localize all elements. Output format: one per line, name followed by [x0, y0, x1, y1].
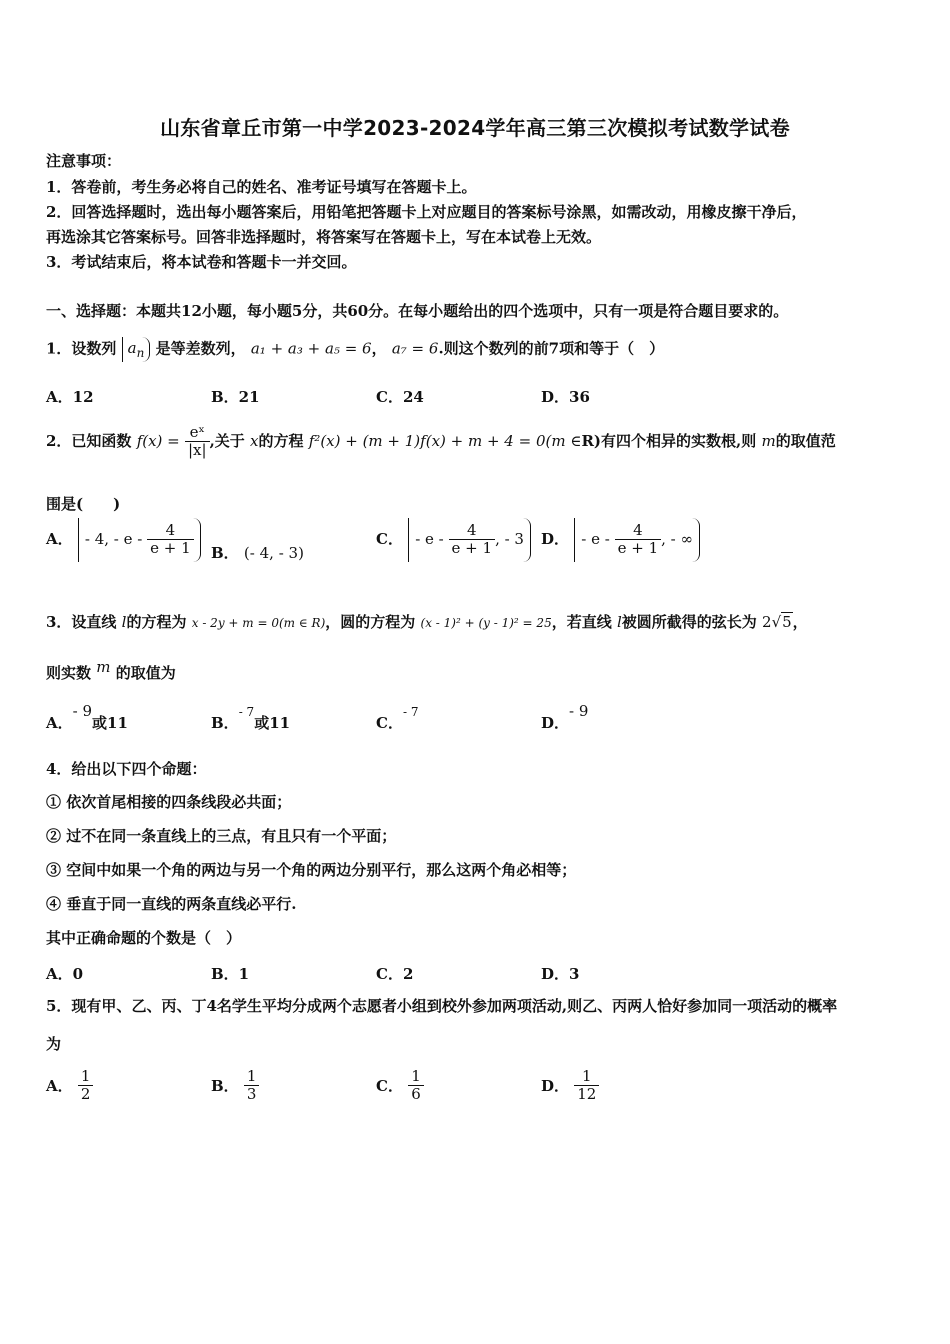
q2-prefix: 2．已知函数	[46, 431, 132, 450]
q1-option-a: A．12	[46, 388, 94, 406]
notice-item: 1．答卷前，考生务必将自己的姓名、准考证号填写在答题卡上。	[46, 178, 477, 196]
question-1-stem	[46, 337, 664, 362]
q2-text-2: 的方程	[258, 431, 304, 450]
q3-chord-length: 2√5	[762, 613, 792, 631]
q5-option-d: D． $\frac{1}{12}$	[541, 1068, 599, 1104]
notice-heading: 注意事项：	[46, 152, 122, 170]
exam-title: 山东省章丘市第一中学2023-2024学年高三第三次模拟考试数学试卷	[160, 116, 790, 140]
q2-function-lhs: f(x) =	[136, 431, 180, 450]
q2-option-a-fraction: $\frac{4}{e + 1}$	[147, 522, 194, 558]
q2-option-b	[211, 542, 304, 563]
q5-option-b-fraction: $\frac{1}{3}$	[244, 1068, 260, 1104]
notice-item: 3．考试结束后，将本试卷和答题卡一并交回。	[46, 253, 357, 271]
q3-option-d: D．- 9	[541, 702, 589, 732]
q3-line-equation: x - 2y + m = 0(m ∈ R)	[191, 616, 326, 630]
q1-option-b: B．21	[211, 388, 260, 406]
q1-option-c: C．24	[376, 388, 424, 406]
q1-suffix: .则这个数列的前7项和等于（ ）	[438, 339, 665, 358]
question-5-stem: 5．现有甲、乙、丙、丁4名学生平均分成两个志愿者小组到校外参加两项活动,则乙、丙两人恰好参加同一项活动的概率	[46, 997, 838, 1015]
q2-function-fraction: $\frac{\text{eˣ}}{|x|}$	[185, 424, 210, 460]
q3-circle-equation: (x - 1)² + (y - 1)² = 25	[420, 616, 552, 630]
q2-option-b-label: B．	[211, 544, 239, 562]
q2-option-a	[46, 518, 201, 562]
q4-question: 其中正确命题的个数是（ ）	[46, 929, 242, 947]
q2-option-d-label: D．	[541, 529, 570, 548]
q1-sequence: $a_n$	[122, 337, 151, 362]
q2-option-a-label: A．	[46, 529, 73, 548]
q3-line2-post: 的取值为	[115, 664, 176, 682]
q3-line-symbol: l	[616, 613, 622, 631]
q3-line2-pre: 则实数	[46, 664, 92, 682]
q2-option-b-interval: (- 4, - 3)	[243, 544, 304, 562]
notice-item: 2．回答选择题时，选出每小题答案后，用铅笔把答题卡上对应题目的答案标号涂黑，如需改动，用橡皮擦干净后，	[46, 203, 807, 221]
q1-condition-2: a₇ = 6	[391, 339, 439, 358]
q4-option-d: D．3	[541, 965, 580, 983]
q1-mid: 是等差数列，	[155, 339, 246, 358]
q2-option-c	[376, 518, 531, 562]
q5-option-c-fraction: $\frac{1}{6}$	[408, 1068, 424, 1104]
q4-option-a: A．0	[46, 965, 84, 983]
q3-stem-line-2	[46, 658, 176, 682]
q2-option-d-interval: - e - $\frac{4}{e + 1}$ , - ∞	[574, 518, 700, 562]
q4-proposition: ④ 垂直于同一直线的两条直线必平行.	[46, 895, 297, 913]
q4-proposition: ① 依次首尾相接的四条线段必共面；	[46, 793, 292, 811]
q2-variable: x	[250, 431, 259, 450]
q5-option-b: B． $\frac{1}{3}$	[211, 1068, 259, 1104]
q5-option-d-fraction: $\frac{1}{12}$	[574, 1068, 599, 1104]
question-3-stem	[46, 612, 808, 631]
q2-option-c-label: C．	[376, 529, 403, 548]
q2-equation: f²(x) + (m + 1)f(x) + m + 4 = 0(m ∈	[308, 431, 582, 450]
question-2-stem	[46, 424, 836, 460]
q5-option-a-fraction: $\frac{1}{2}$	[78, 1068, 94, 1104]
q2-option-d-fraction: $\frac{4}{e + 1}$	[615, 522, 662, 558]
q3-text-1: 的方程为	[126, 613, 187, 631]
q1-condition-1: a₁ + a₃ + a₅ = 6	[250, 339, 372, 358]
q3-text-4: 被圆所截得的弦长为	[621, 613, 757, 631]
q4-proposition: ② 过不在同一条直线上的三点，有且只有一个平面；	[46, 827, 397, 845]
q3-text-3: ，若直线	[551, 613, 612, 631]
q3-line-symbol: l	[121, 613, 127, 631]
q1-prefix: 1．设数列	[46, 339, 117, 358]
q5-option-c: C． $\frac{1}{6}$	[376, 1068, 424, 1104]
q2-text-1: ,关于	[209, 431, 245, 450]
notice-item: 再选涂其它答案标号。回答非选择题时，将答案写在答题卡上，写在本试卷上无效。	[46, 228, 602, 246]
q1-option-d: D．36	[541, 388, 590, 406]
q3-option-c: C．$^{- 7}$	[376, 705, 419, 732]
q2-parameter: m	[761, 431, 776, 450]
q3-text-2: ，圆的方程为	[325, 613, 416, 631]
q3-parameter: m	[96, 658, 111, 676]
q4-proposition: ③ 空间中如果一个角的两边与另一个角的两边分别平行，那么这两个角必相等；	[46, 861, 577, 879]
q2-stem-line-2: 围是( )	[46, 495, 121, 513]
q2-option-c-interval: - e - $\frac{4}{e + 1}$ , - 3	[408, 518, 531, 562]
q2-option-d	[541, 518, 700, 562]
q2-option-c-fraction: $\frac{4}{e + 1}$	[449, 522, 496, 558]
q2-text-3: R)有四个相异的实数根,则	[581, 431, 757, 450]
q2-option-a-interval: - 4, - e - $\frac{4}{e + 1}$	[78, 518, 201, 562]
q4-option-b: B．1	[211, 965, 250, 983]
q5-stem-line-2: 为	[46, 1035, 62, 1053]
q2-text-4: 的取值范	[775, 431, 836, 450]
q5-option-a: A． $\frac{1}{2}$	[46, 1068, 93, 1104]
section-heading: 一、选择题：本题共12小题，每小题5分，共60分。在每小题给出的四个选项中，只有一项是符合题目要求的。	[46, 302, 789, 320]
q1-sep: ，	[371, 339, 387, 358]
q3-prefix: 3．设直线	[46, 613, 117, 631]
q3-text-5: ，	[792, 613, 808, 631]
q4-option-c: C．2	[376, 965, 414, 983]
q3-option-a: A．- 9或11	[46, 702, 128, 732]
question-4-stem: 4．给出以下四个命题：	[46, 760, 207, 778]
q3-option-b: B．$^{- 7}$或11	[211, 705, 291, 732]
